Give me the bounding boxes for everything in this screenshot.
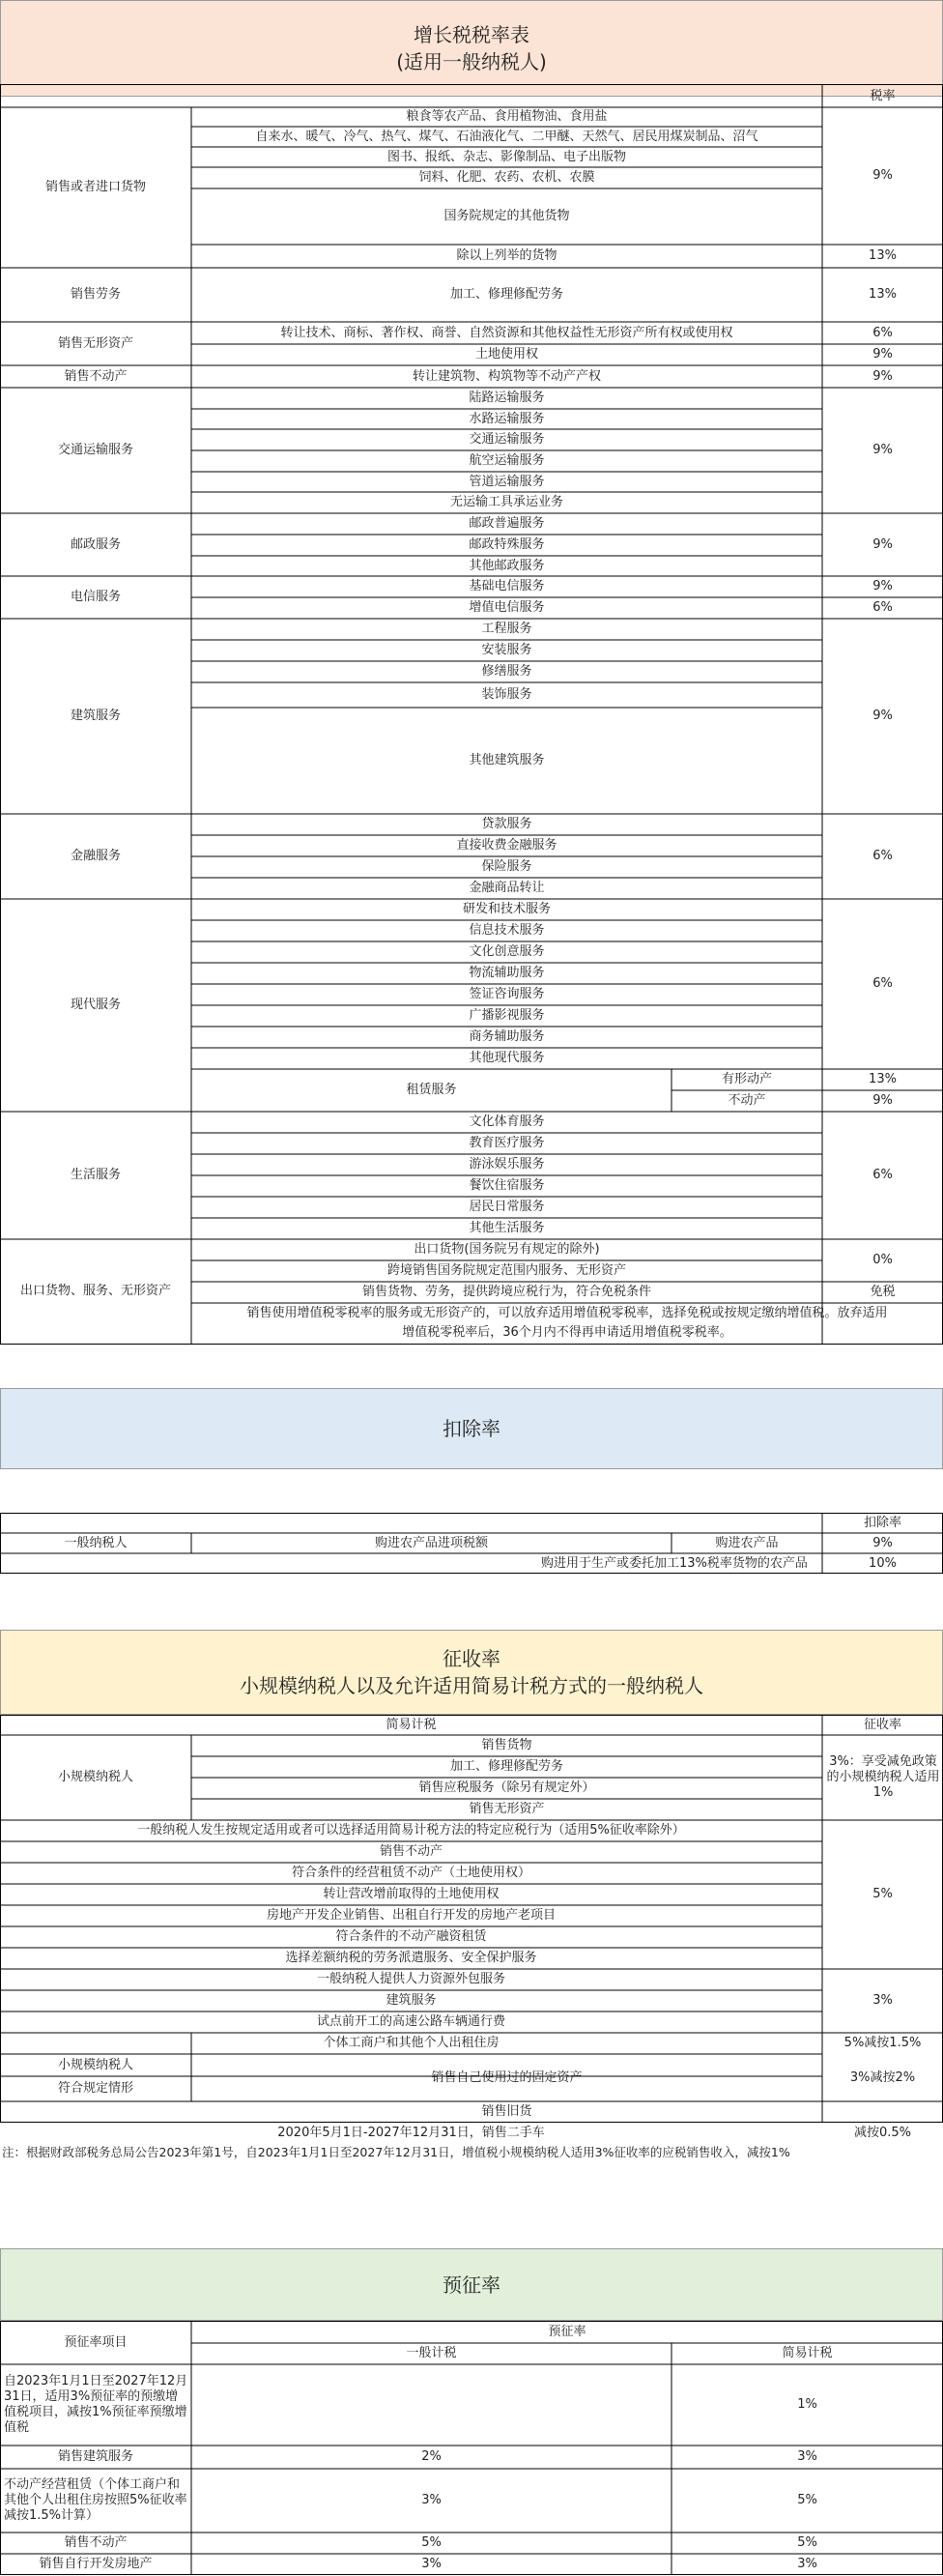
life-item: 居民日常服务: [469, 1200, 545, 1214]
prepay-col-rate: 预征率: [548, 2325, 586, 2339]
prepay-row-item: 不动产经营租赁（个体工商户和其他个人出租住房按照5%征收率减按1.5%计算）: [4, 2477, 187, 2523]
modern-item: 信息技术服务: [469, 923, 545, 938]
prepay-row-item: 销售自行开发房地产: [39, 2557, 153, 2571]
five-item: 一般纳税人提供人力资源外包服务: [316, 1972, 505, 1986]
deduction-rate2: 10%: [869, 1555, 897, 1571]
life-item: 游泳娱乐服务: [469, 1157, 545, 1172]
finance-item: 直接收费金融服务: [456, 838, 557, 853]
life-rate: 6%: [872, 1168, 893, 1182]
small-item: 销售无形资产: [469, 1802, 545, 1816]
transport-item: 管道运输服务: [469, 474, 545, 489]
lease-item: 租赁服务: [406, 1083, 457, 1097]
intangible-item: 土地使用权: [474, 347, 538, 362]
fixed-left1: 小规模纳税人: [57, 2057, 133, 2072]
transport-item: 无运输工具承运业务: [449, 495, 563, 509]
individual-item: 个体工商户和其他个人出租住房: [323, 2036, 500, 2050]
modern-item: 商务辅助服务: [469, 1029, 545, 1044]
prepay-row-simple: 5%: [797, 2493, 817, 2507]
transport-item: 航空运输服务: [469, 453, 545, 468]
prepay-col-item: 预征率项目: [64, 2335, 128, 2350]
prepay-row-simple: 5%: [797, 2535, 817, 2550]
intangible-rate: 9%: [872, 347, 893, 362]
export-item: 销售货物、劳务，提供跨境应税行为，符合免税条件: [361, 1285, 651, 1299]
intangible-item: 转让技术、商标、著作权、商誉、自然资源和其他权益性无形资产所有权或使用权: [280, 325, 733, 340]
export-note-line1: 销售使用增值税零税率的服务或无形资产的，可以放弃适用增值税零税率，选择免税或按规定缴纳增值税。放弃适用: [246, 1306, 888, 1320]
postal-category: 邮政服务: [70, 536, 121, 552]
telecom-item: 增值电信服务: [469, 600, 545, 615]
modern-category: 现代服务: [70, 998, 121, 1012]
vat-subtitle: (适用一般纳税人): [396, 50, 547, 73]
realestate-item: 转让建筑物、构筑物等不动产产权: [412, 368, 601, 384]
construction-item: 工程服务: [481, 622, 532, 636]
modern-item: 研发和技术服务: [462, 902, 551, 916]
used-car-item: 2020年5月1日-2027年12月31日，销售二手车: [277, 2126, 545, 2140]
five-item: 选择差额纳税的劳务派遣服务、安全保护服务: [285, 1951, 537, 1965]
prepay-row-general: 5%: [421, 2535, 442, 2550]
vat-rate-header: 税率: [870, 88, 896, 103]
fixed-rate: 3%减按2%: [849, 2069, 916, 2085]
construction-item: 其他建筑服务: [469, 753, 545, 767]
prepay-row-simple: 1%: [797, 2397, 817, 2412]
finance-rate: 6%: [872, 849, 893, 863]
prepay-row-general: 2%: [421, 2449, 442, 2464]
modern-item: 物流辅助服务: [469, 966, 545, 980]
three-item: 建筑服务: [386, 1993, 437, 2008]
used-item: 销售旧货: [481, 2104, 532, 2119]
intangible-category: 销售无形资产: [57, 335, 133, 351]
five-item: 符合条件的经营租赁不动产（土地使用权）: [291, 1866, 530, 1880]
fixed-item: 销售自己使用过的固定资产: [431, 2069, 583, 2085]
prepay-row-general: 3%: [421, 2493, 442, 2507]
goods-item: 国务院规定的其他货物: [443, 209, 570, 223]
five-item: 销售不动产: [379, 1844, 443, 1859]
postal-item: 其他邮政服务: [469, 558, 545, 573]
small-item: 销售货物: [481, 1738, 532, 1752]
deduction-header: 扣除率: [863, 1516, 901, 1530]
five-item: 转让营改增前取得的土地使用权: [323, 1887, 500, 1901]
goods-category: 销售或者进口货物: [44, 180, 146, 194]
modern-rate: 6%: [872, 976, 893, 991]
construction-item: 安装服务: [481, 643, 532, 657]
prepay-row-item: 自2023年1月1日至2027年12月31日，适用3%预征率的预缴增值税项目，减按1%预征率预缴增值税: [4, 2374, 188, 2435]
fixed-left2: 符合规定情形: [57, 2081, 133, 2096]
small-category: 小规模纳税人: [57, 1770, 133, 1784]
transport-category: 交通运输服务: [57, 443, 133, 457]
transport-rate: 9%: [872, 443, 893, 457]
construction-category: 建筑服务: [70, 709, 121, 723]
deduction-item: 购进农产品进项税额: [374, 1535, 488, 1550]
modern-item: 文化创意服务: [469, 944, 545, 959]
deduction-sub2: 购进用于生产或委托加工13%税率货物的农产品: [541, 1555, 808, 1571]
lease-tangible-rate: 13%: [869, 1072, 897, 1086]
levy-title: 征收率: [443, 1647, 500, 1670]
construction-rate: 9%: [872, 709, 893, 723]
life-item: 教育医疗服务: [469, 1136, 545, 1150]
transport-item: 交通运输服务: [469, 432, 545, 447]
intangible-rate: 6%: [872, 325, 893, 340]
deduction-rate1: 9%: [872, 1535, 893, 1550]
construction-item: 装饰服务: [481, 687, 532, 702]
goods-item: 图书、报纸、杂志、影像制品、电子出版物: [386, 149, 626, 164]
finance-item: 保险服务: [481, 859, 532, 874]
levy-col-rate: 征收率: [863, 1718, 901, 1732]
three-rate: 3%: [872, 1993, 893, 2008]
goods-item: 除以上列举的货物: [456, 248, 557, 263]
prepay-row-item: 销售不动产: [64, 2535, 128, 2550]
telecom-rate: 6%: [872, 600, 893, 615]
postal-item: 邮政普遍服务: [469, 516, 545, 531]
export-rate-zero: 0%: [872, 1253, 893, 1267]
life-item: 餐饮住宿服务: [469, 1178, 545, 1193]
postal-item: 邮政特殊服务: [469, 537, 545, 552]
telecom-category: 电信服务: [70, 590, 121, 604]
finance-item: 金融商品转让: [469, 881, 545, 895]
deduction-sub1: 购进农产品: [715, 1535, 779, 1550]
telecom-rate: 9%: [872, 579, 893, 593]
life-category: 生活服务: [70, 1168, 121, 1182]
five-item: 符合条件的不动产融资租赁: [335, 1929, 487, 1944]
levy-col-simple: 简易计税: [386, 1718, 437, 1732]
goods-item: 自来水、暖气、冷气、热气、煤气、石油液化气、二甲醚、天然气、居民用煤炭制品、沼气: [255, 129, 758, 144]
goods-item: 粮食等农产品、食用植物油、食用盐: [406, 109, 608, 124]
labor-item: 加工、修理修配劳务: [449, 287, 563, 302]
prepay-col-general: 一般计税: [406, 2346, 457, 2360]
finance-item: 贷款服务: [481, 817, 532, 831]
transport-item: 陆路运输服务: [469, 391, 545, 405]
goods-rate-13: 13%: [869, 248, 897, 263]
levy-note: 注：根据财政部税务总局公告2023年第1号，自2023年1月1日至2027年12月31日，增值税小规模纳税人适用3%征收率的应税销售收入，减按1%: [2, 2145, 790, 2159]
prepay-row-simple: 3%: [797, 2449, 817, 2464]
life-item: 其他生活服务: [469, 1221, 545, 1235]
prepay-row-general: [191, 2364, 672, 2446]
labor-category: 销售劳务: [70, 287, 121, 302]
goods-item: 饲料、化肥、农药、农机、农膜: [418, 170, 595, 185]
goods-rate-9: 9%: [872, 168, 893, 183]
export-rate-exempt: 免税: [870, 1285, 896, 1299]
life-item: 文化体育服务: [469, 1114, 545, 1129]
five-rate: 5%: [872, 1887, 893, 1901]
prepay-col-simple: 简易计税: [782, 2346, 833, 2360]
modern-item: 其他现代服务: [469, 1051, 545, 1065]
export-category: 出口货物、服务、无形资产: [19, 1284, 171, 1298]
export-note-line2: 增值税零税率后，36个月内不得再申请适用增值税零税率。: [402, 1325, 732, 1340]
small-rate: 3%：享受减免政策的小规模纳税人适用1%: [826, 1754, 940, 1800]
small-item: 销售应税服务（除另有规定外）: [418, 1780, 595, 1795]
prepay-row-general: 3%: [421, 2557, 442, 2571]
levy-subtitle: 小规模纳税人以及允许适用简易计税方式的一般纳税人: [240, 1674, 703, 1697]
deduction-title: 扣除率: [443, 1417, 500, 1440]
three-item: 试点前开工的高速公路车辆通行费: [316, 2014, 505, 2029]
prepay-row-item: 销售建筑服务: [57, 2449, 133, 2464]
export-item: 出口货物(国务院另有规定的除外): [414, 1242, 600, 1257]
deduction-taxpayer: 一般纳税人: [64, 1535, 128, 1550]
telecom-item: 基础电信服务: [469, 579, 545, 593]
used-car-rate: 减按0.5%: [853, 2126, 912, 2140]
transport-item: 水路运输服务: [469, 411, 545, 426]
modern-item: 广播影视服务: [469, 1008, 545, 1023]
individual-rate: 5%减按1.5%: [843, 2036, 922, 2050]
lease-estate: 不动产: [728, 1093, 766, 1108]
vat-title: 增长税税率表: [414, 23, 529, 46]
lease-tangible: 有形动产: [721, 1072, 772, 1086]
realestate-category: 销售不动产: [64, 368, 128, 384]
export-item: 跨境销售国务院规定范围内服务、无形资产: [386, 1263, 626, 1278]
postal-rate: 9%: [872, 536, 893, 552]
general-intro: 一般纳税人发生按规定适用或者可以选择适用简易计税方法的特定应税行为（适用5%征收率除外）: [137, 1823, 685, 1838]
prepay-title: 预征率: [443, 2272, 500, 2297]
lease-estate-rate: 9%: [872, 1093, 893, 1108]
labor-rate: 13%: [869, 287, 897, 302]
five-item: 房地产开发企业销售、出租自行开发的房地产老项目: [266, 1908, 556, 1923]
prepay-row-simple: 3%: [797, 2557, 817, 2571]
realestate-rate: 9%: [872, 368, 893, 384]
modern-item: 签证咨询服务: [469, 987, 545, 1001]
finance-category: 金融服务: [70, 849, 121, 863]
small-item: 加工、修理修配劳务: [449, 1759, 563, 1774]
construction-item: 修缮服务: [481, 664, 532, 679]
